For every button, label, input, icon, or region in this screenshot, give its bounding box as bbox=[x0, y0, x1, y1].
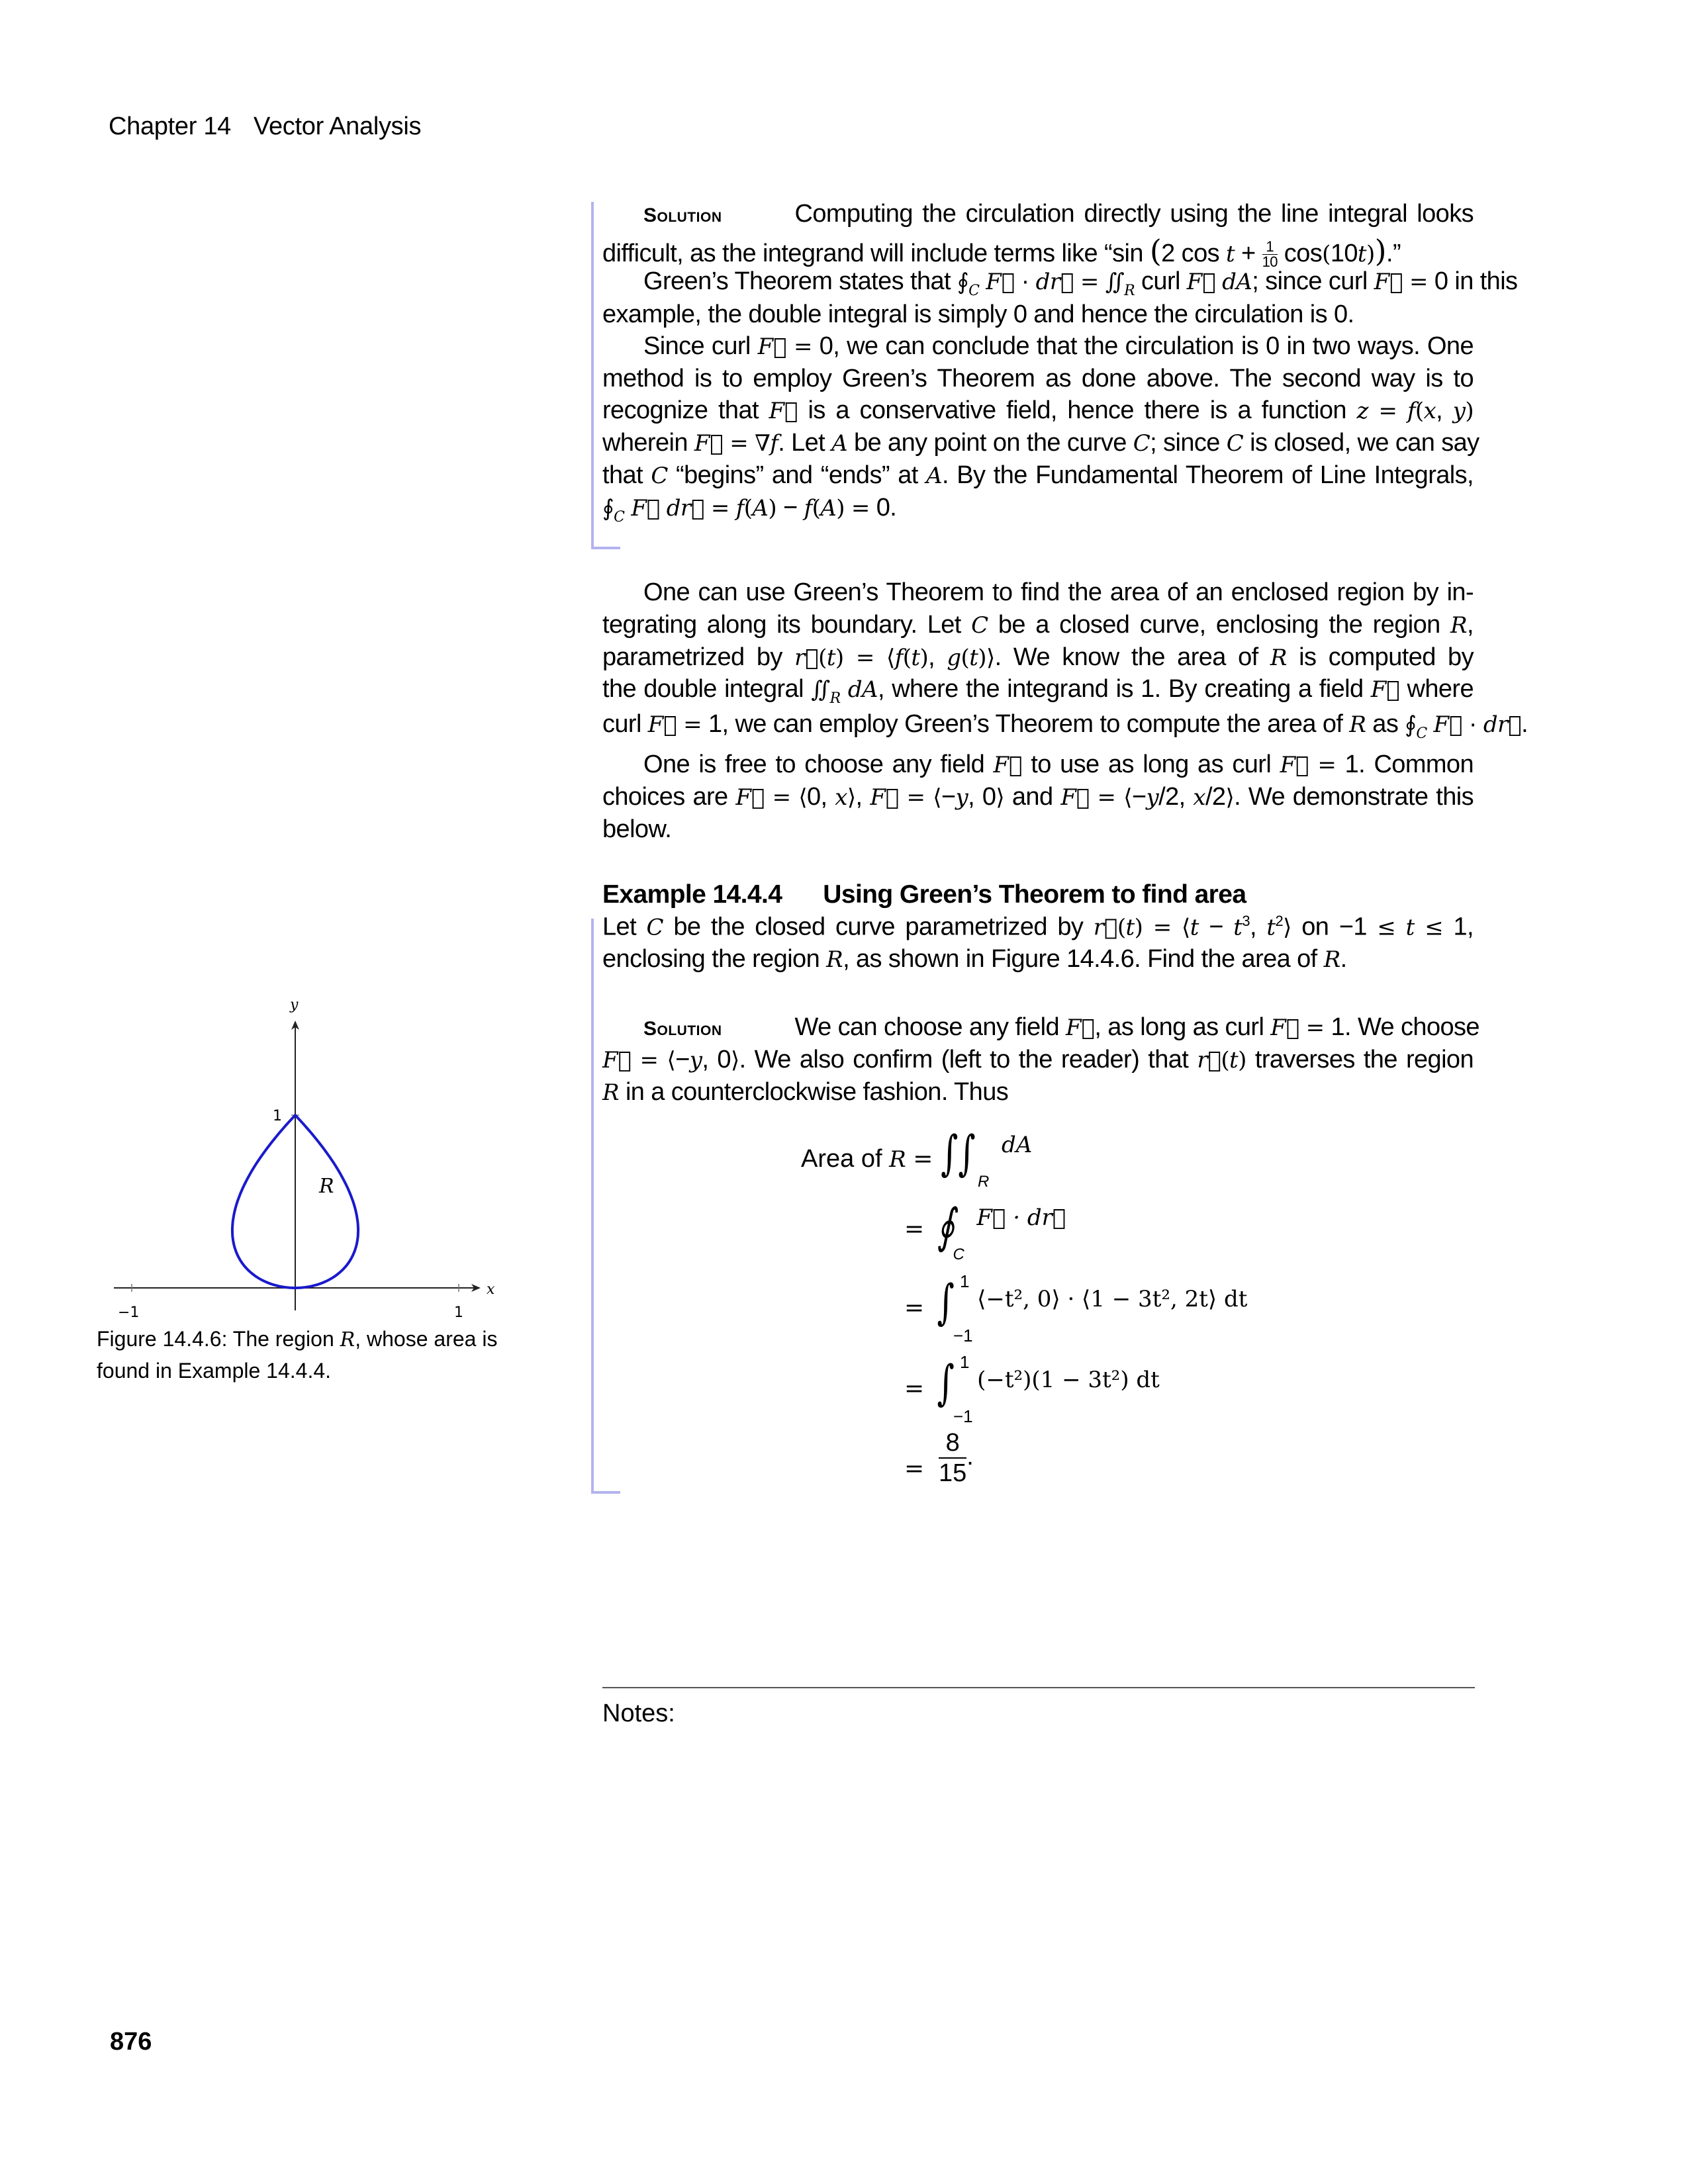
double-integral-symbol: $\int\int_R$ dA bbox=[941, 1125, 1033, 1191]
equation-step-3: = bbox=[904, 1295, 925, 1322]
example-line-2: enclosing the region R, as shown in Figure 14.4.6. Find the area of R. bbox=[602, 945, 1347, 973]
notes-label: Notes: bbox=[602, 1700, 675, 1727]
x-tick-1: 1 bbox=[454, 1304, 463, 1321]
result-fraction: $\frac{8}{15}$ . bbox=[939, 1429, 974, 1487]
body-line-4: the double integral $∬_R$ dA, where the integrand is 1. By creating a field F⃗ where bbox=[602, 675, 1474, 707]
solution-2-line-2: F⃗ = ⟨−y, 0⟩. We also confirm (left to the reader) that r⃗(t) traverses the region bbox=[602, 1046, 1474, 1073]
example-bracket bbox=[591, 919, 620, 1494]
solution-1-line-3: Green’s Theorem states that $∮_C$ F⃗ · dr⃗ = $∬_R$ curl F⃗ dA; since curl F⃗ = 0 in this bbox=[643, 267, 1518, 299]
equation-step-5: = bbox=[904, 1455, 925, 1482]
solution-1-line-10: $∮_C$ F⃗ dr⃗ = f(A) − f(A) = 0. bbox=[602, 494, 897, 525]
body-line-5: curl F⃗ = 1, we can employ Green’s Theorem to compute the area of R as $∮_C$ F⃗ · dr⃗. bbox=[602, 710, 1528, 742]
solution-1-line-6: method is to employ Green’s Theorem as done above. The second way is to bbox=[602, 365, 1474, 392]
equation-step-1: Area of R = bbox=[801, 1145, 933, 1173]
definite-integral-1: ∫ 1 −1 ⟨−t², 0⟩ · ⟨1 − 3t², 2t⟩ dt bbox=[937, 1271, 1248, 1345]
body-line-7: choices are F⃗ = ⟨0, x⟩, F⃗ = ⟨−y, 0⟩ and F⃗ = ⟨−y/2, x/2⟩. We demonstrate this bbox=[602, 783, 1474, 811]
x-axis-label: x bbox=[487, 1281, 495, 1298]
x-tick-neg1: −1 bbox=[118, 1304, 140, 1321]
chapter-number: Chapter 14 bbox=[109, 113, 232, 140]
example-heading bbox=[602, 880, 1246, 909]
solution-1-line-2: difficult, as the integrand will include terms like “sin (2 cos t + $\frac{1}{10}$ cos(10t)).” bbox=[602, 233, 1401, 271]
solution-1-line-8: wherein F⃗ = ∇f. Let A be any point on the curve C; since C is closed, we can say bbox=[602, 429, 1479, 457]
solution-label: Solution bbox=[643, 205, 722, 226]
line-integral-symbol: $∮_C$ F⃗ · dr⃗ bbox=[937, 1198, 1066, 1263]
running-header bbox=[109, 113, 421, 141]
body-line-2: tegrating along its boundary. Let C be a closed curve, enclosing the region R, bbox=[602, 611, 1474, 639]
equation-step-2: = bbox=[904, 1216, 925, 1243]
page-number: 876 bbox=[110, 2028, 152, 2056]
notes-divider bbox=[602, 1687, 1475, 1688]
chapter-title: Vector Analysis bbox=[254, 113, 422, 140]
fraction-denominator: 15 bbox=[939, 1459, 967, 1487]
figure-caption: Figure 14.4.6: The region R, whose area is found in Example 14.4.4. bbox=[97, 1327, 498, 1383]
solution-1-line-9: that C “begins” and “ends” at A. By the Fundamental Theorem of Line Integrals, bbox=[602, 461, 1474, 489]
region-label: R bbox=[319, 1175, 334, 1198]
body-line-6: One is free to choose any field F⃗ to use as long as curl F⃗ = 1. Common bbox=[643, 751, 1474, 778]
definite-integral-2: ∫ 1 −1 (−t²)(1 − 3t²) dt bbox=[937, 1352, 1160, 1426]
solution-1-line-1: Solution Computing the circulation directly using the line integral looks bbox=[643, 200, 1474, 228]
example-line-1: Let C be the closed curve parametrized by r⃗(t) = ⟨t − $t^3$, $t^2⟩$ on −1 ≤ t ≤ 1, bbox=[602, 913, 1474, 941]
solution-2-line-1: Solution We can choose any field F⃗, as long as curl F⃗ = 1. We choose bbox=[643, 1013, 1479, 1041]
example-title: Using Green’s Theorem to find area bbox=[823, 880, 1246, 909]
solution-1-line-4: example, the double integral is simply 0 and hence the circulation is 0. bbox=[602, 300, 1354, 328]
y-axis-label: y bbox=[290, 997, 299, 1013]
body-line-1: One can use Green’s Theorem to find the area of an enclosed region by in- bbox=[643, 578, 1474, 606]
example-number: Example 14.4.4 bbox=[602, 880, 782, 909]
equation-step-4: = bbox=[904, 1375, 925, 1402]
solution-1-line-7: recognize that F⃗ is a conservative field, hence there is a function z = f(x, y) bbox=[602, 396, 1474, 424]
equation-lhs: Area of R bbox=[801, 1145, 906, 1173]
solution-1-line-5: Since curl F⃗ = 0, we can conclude that the circulation is 0 in two ways. One bbox=[643, 332, 1474, 360]
body-line-3: parametrized by r⃗(t) = ⟨f(t), g(t)⟩. We know the area of R is computed by bbox=[602, 643, 1474, 671]
body-line-8: below. bbox=[602, 815, 672, 843]
solution-label-2: Solution bbox=[643, 1018, 722, 1040]
fraction-numerator: 8 bbox=[939, 1428, 966, 1459]
y-tick-1: 1 bbox=[273, 1108, 282, 1124]
solution-2-line-3: R in a counterclockwise fashion. Thus bbox=[602, 1078, 1009, 1106]
figure-region-plot bbox=[99, 979, 510, 1324]
